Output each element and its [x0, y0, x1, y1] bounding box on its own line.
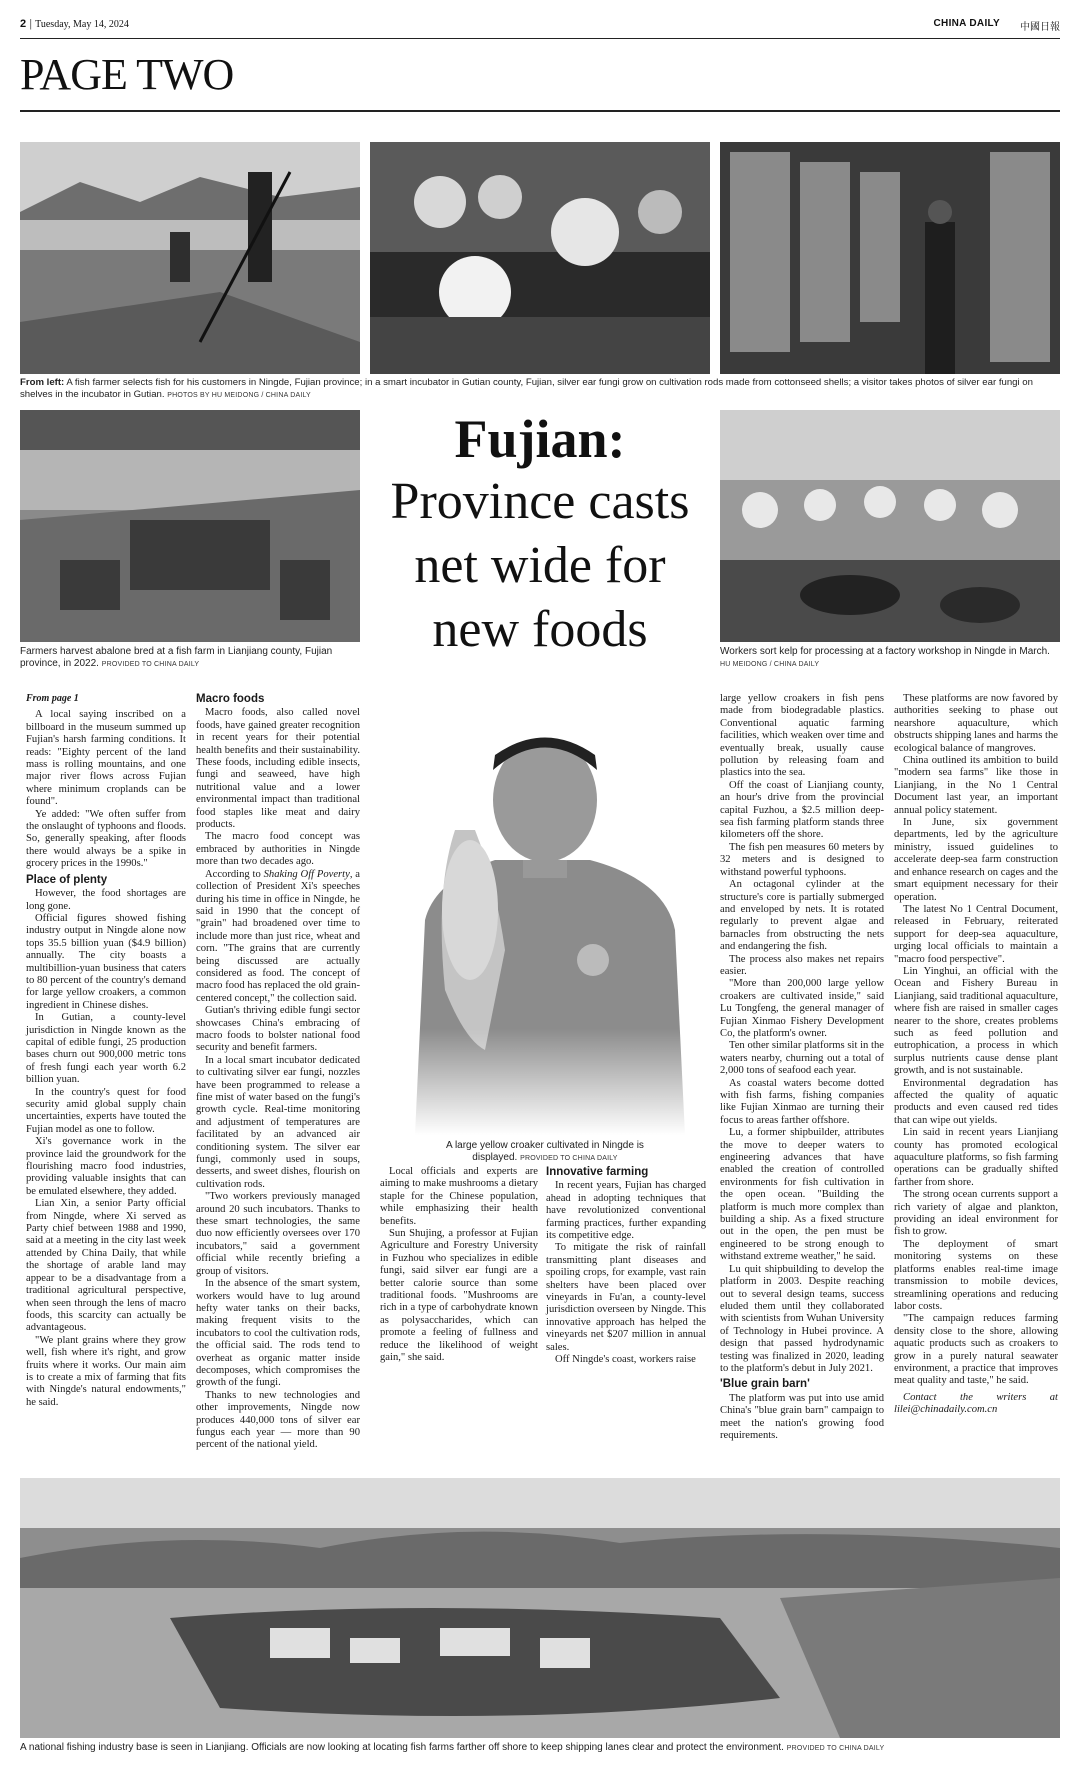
brand-logo-cn: 中國日報: [1020, 22, 1060, 33]
croaker-portrait-photo: [375, 710, 710, 1135]
fishing-base-panorama-photo: [20, 1478, 1060, 1738]
panorama-caption: A national fishing industry base is seen in Lianjiang. Officials are now looking at locating fish farms farther off shore to keep shipping lanes clear and protect the environment. PROVIDED TO CHINA DAILY: [20, 1742, 885, 1753]
kelp-workers-caption: Workers sort kelp for processing at a factory workshop in Ningde in March. HU MEIDONG / CHINA DAILY: [720, 646, 1050, 668]
subhead-macro-foods: Macro foods: [196, 693, 265, 705]
headline-line-2: net wide for: [414, 537, 666, 594]
issue-date: Tuesday, May 14, 2024: [35, 19, 129, 30]
article-column-6: These platforms are now favored by authorities seeking to phase out nearshore aquaculture, which obstructs shipping lanes and harms the ecological balance of mangroves. China outlined its ambition to build "modern sea farms" like those in Lianjiang, in the No 1 Central Document last year, an important annual policy statement. In June, six government departments, led by the agriculture ministry, issued guidelines to accelerate deep-sea farm construction and enhance research on cages and the smart equipment necessary for their operation. The latest No 1 Central Document, released in February, reiterated support for deep-sea aquaculture, urging local officials to maintain a "macro food perspective". Lin Yinghui, an official with the Ocean and Fishery Bureau in Lianjiang, said traditional aquaculture, where fish are raised in smaller cages nearer to the shore, creates problems such as feed pollution and eutrophication, a process in which surplus nutrients cause dense plant growth, and is not sustainable. Environmental degradation has affected the quality of aquatic products and even caused red tides that can wipe out yields. Lin said in recent years Lianjiang county has promoted ecological aquaculture platforms, so fish farming operations can be gradually shifted farther from shore. The strong ocean currents support a rich variety of algae and plankton, providing an ideal environment for fish to grow. The deployment of smart monitoring systems on these platforms enables real-time image transmission to mobile devices, streamlining operations and reducing labor costs. "The campaign reduces farming density close to the shore, allowing aquatic products such as croakers to grow in a purely natural seawater environment, a practice that improves meat quality and taste," he said. Contact the writers at lilei@chinadaily.com.cn: [894, 693, 1058, 1416]
headline-kicker: Fujian:: [454, 409, 626, 469]
headline: [370, 408, 710, 662]
section-rule: [20, 110, 1060, 112]
article-column-1: From page 1 A local saying inscribed on a billboard in the museum summed up Fujian's harsh farming conditions. It reads: "Eighty percent of the land mass is rolling mountains, and one major river flows across Fujian where minimum croplands can be found". Ye added: "We often suffer from the onslaught of typhoons and floods. So, generally speaking, after floods there would always be a spike in grocery prices in the 1990s." Place of plenty However, the food shortages are long gone. Official figures showed fishing industry output in Ningde alone now tops 35.5 billion yuan ($4.9 billion) annually. The city boasts a multibillion-yuan business that caters to 80 percent of the country's demand for large yellow croakers, a common ingredient in Chinese dishes. In Gutian, a county-level jurisdiction in Ningde known as the capital of edible fungi, 25 production bases churn out 900,000 metric tons of fresh fungi each year worth 6.2 billion yuan. In the country's quest for food security amid global supply chain uncertainties, experts have touted the Fujian model as one to follow. Xi's governance work in the province laid the groundwork for the flourishing macro food industries, providing valuable insights that can be emulated elsewhere, they added. Lian Xin, a senior Party official from Ningde, where Xi served as Party chief between 1988 and 1990, said at a meeting in the city last week attended by China Daily, that while the shortage of arable land may appear to be a disadvantage from a traditional agricultural perspective, when seen through the lens of macro foods, this scarcity can actually be advantageous. "We plant grains where they grow well, fish where it's right, and grow fruits where it works. Our main aim is to create a mix of farming that fits with Ningde's natural endowments," he said.: [26, 693, 186, 1408]
top-photos-caption: From left: A fish farmer selects fish for his customers in Ningde, Fujian province; in a smart incubator in Gutian county, Fujian, silver ear fungi grow on cultivation rods made from cottonseed shells; a visitor takes photos of silver ear fungi on shelves in the incubator in Gutian. PHOTOS BY HU MEIDONG / CHINA DAILY: [20, 377, 1033, 400]
headline-line-3: new foods: [432, 601, 648, 658]
portrait-caption: A large yellow croaker cultivated in Ningde is displayed. PROVIDED TO CHINA DAILY: [446, 1140, 644, 1163]
fish-farmer-photo: [20, 142, 360, 374]
article-column-2: Macro foods Macro foods, also called novel foods, have gained greater recognition in recent years for their potential health benefits and their sustainability. These foods, including edible insects, fungi and seaweed, have high nutritional value and a lower environmental impact than traditional food staples like meat and dairy products. The macro food concept was embraced by authorities in Ningde more than two decades ago. According to Shaking Off Poverty, a collection of President Xi's speeches during his time in office in Ningde, he said in 1990 that the concept of "grain" had broadened over time to include more than just rice, wheat and corn. "The grains that are currently being discussed are actually considered as food. The concept of macro food has replaced the old grain-centered concept," the collection said. Gutian's thriving edible fungi sector showcases China's embracing of macro foods to bolster national food security and benefit farmers. In a local smart incubator dedicated to cultivating silver ear fungi, nozzles have been programmed to release a fine mist of water based on the fungi's growth cycle. Real-time monitoring and adjustment of temperatures are facilitated by an advanced air conditioning system. The silver ear fungi, commonly used in soups, desserts, and sweet dishes, flourish on cultivation rods. "Two workers previously managed around 20 such incubators. Thanks to these smart technologies, the same duo now efficiently oversees over 170 incubators," said a government official while recently briefing a group of visitors. In the absence of the smart system, workers would have to lug around hefty water tanks on their backs, making frequent visits to the incubators to cool the cultivation rods, the official said. The rods tend to overheat as organic matter inside decomposes, which compromises the growth of the fungi. Thanks to new technologies and other improvements, Ningde now produces 440,000 tons of silver ear fungus each year — more than 90 percent of the national yield.: [196, 693, 361, 1451]
page-number: 2: [20, 18, 27, 30]
masthead-rule: [20, 38, 1060, 39]
subhead-blue-grain-barn: 'Blue grain barn': [720, 1378, 810, 1391]
masthead: 2 | Tuesday, May 14, 2024 CHINA DAILY 中國日報: [20, 18, 1060, 33]
article-column-5: large yellow croakers in fish pens made from biodegradable plastics. Conventional aquatic farming facilities, which weaken over time and eventually break, usually cause pollution by releasing foam and plastics into the sea. Off the coast of Lianjiang county, an hour's drive from the provincial capital Fuzhou, a $2.5 million deep-sea fish farming platform stands three kilometers off the shore. The fish pen measures 60 meters by 32 meters and is designed to withstand powerful typhoons. An octagonal cylinder at the structure's core is partially submerged and enveloped by nets. It is rotated regularly to prevent algae and barnacles from obstructing the nets and endangering the fish. The process also makes net repairs easier. "More than 200,000 large yellow croakers are cultivated inside," said Lu Tongfeng, the general manager of Fujian Xinmao Fishery Development Co, the platform's owner. Ten other similar platforms sit in the waters nearby, churning out a total of 2,000 tons of seafood each year. As coastal waters become dotted with fish farms, fishing companies like Fujian Xinmao are turning their focus to areas farther offshore. Lu, a former shipbuilder, attributes the move to deeper waters to engineering advances that have enabled the creation of controlled environments for fish cultivation in the open ocean. "Building the platform is much more complex than building a ship. As a fixed structure out in the open, the pen must be engineered to be strong enough to withstand extreme weather," he said. Lu quit shipbuilding to develop the platform in 2003. Despite reaching out to several design teams, success eluded them until they collaborated with scientists from Wuhan University of Technology in Hubei province. A design that passed hydrodynamic testing was finalized in 2020, leading to the platform's debut in July 2021. 'Blue grain barn' The platform was put into use amid China's "blue grain barn" campaign to meet the nation's growing food requirements.: [720, 693, 884, 1441]
contact-writers: Contact the writers at lilei@chinadaily.com.cn: [894, 1391, 1058, 1416]
article-column-3: Local officials and experts are aiming to make mushrooms a dietary staple for the Chinese population, while emphasizing their health benefits. Sun Shujing, a professor at Fujian Agriculture and Forestry University in Fuzhou who specializes in edible fungi, said silver ear fungi are a better calorie source than some traditional foods. "Mushrooms are rich in a type of carbohydrate known as polysaccharides, which can promote a feeling of fullness and reduce the likelihood of weight gain," she said.: [380, 1166, 538, 1364]
abalone-caption: Farmers harvest abalone bred at a fish farm in Lianjiang county, Fujian province, in 2022. PROVIDED TO CHINA DAILY: [20, 646, 333, 669]
kelp-workers-photo: [720, 410, 1060, 642]
article-column-4: Innovative farming In recent years, Fujian has charged ahead in adopting techniques that have revolutionized conventional farming practices, further expanding its competitive edge. To mitigate the risk of rainfall transmitting plant diseases and spoiling crops, for example, vast rain shelters have been placed over vineyards in Fu'an, a county-level jurisdiction overseen by Ningde. This innovative approach has helped the vineyards net $207 million in annual sales. Off Ningde's coast, workers raise: [546, 1166, 706, 1366]
abalone-harvest-photo: [20, 410, 360, 642]
headline-line-1: Province casts: [390, 473, 690, 530]
brand-logo: CHINA DAILY: [933, 18, 1000, 29]
subhead-place-of-plenty: Place of plenty: [26, 873, 108, 886]
subhead-innovative-farming: Innovative farming: [546, 1166, 649, 1178]
silver-ear-fungi-photo: [370, 142, 710, 374]
fungi-incubator-visitor-photo: [720, 142, 1060, 374]
section-title: PAGE TWO: [20, 50, 234, 99]
from-page-label: From page 1: [26, 693, 79, 704]
